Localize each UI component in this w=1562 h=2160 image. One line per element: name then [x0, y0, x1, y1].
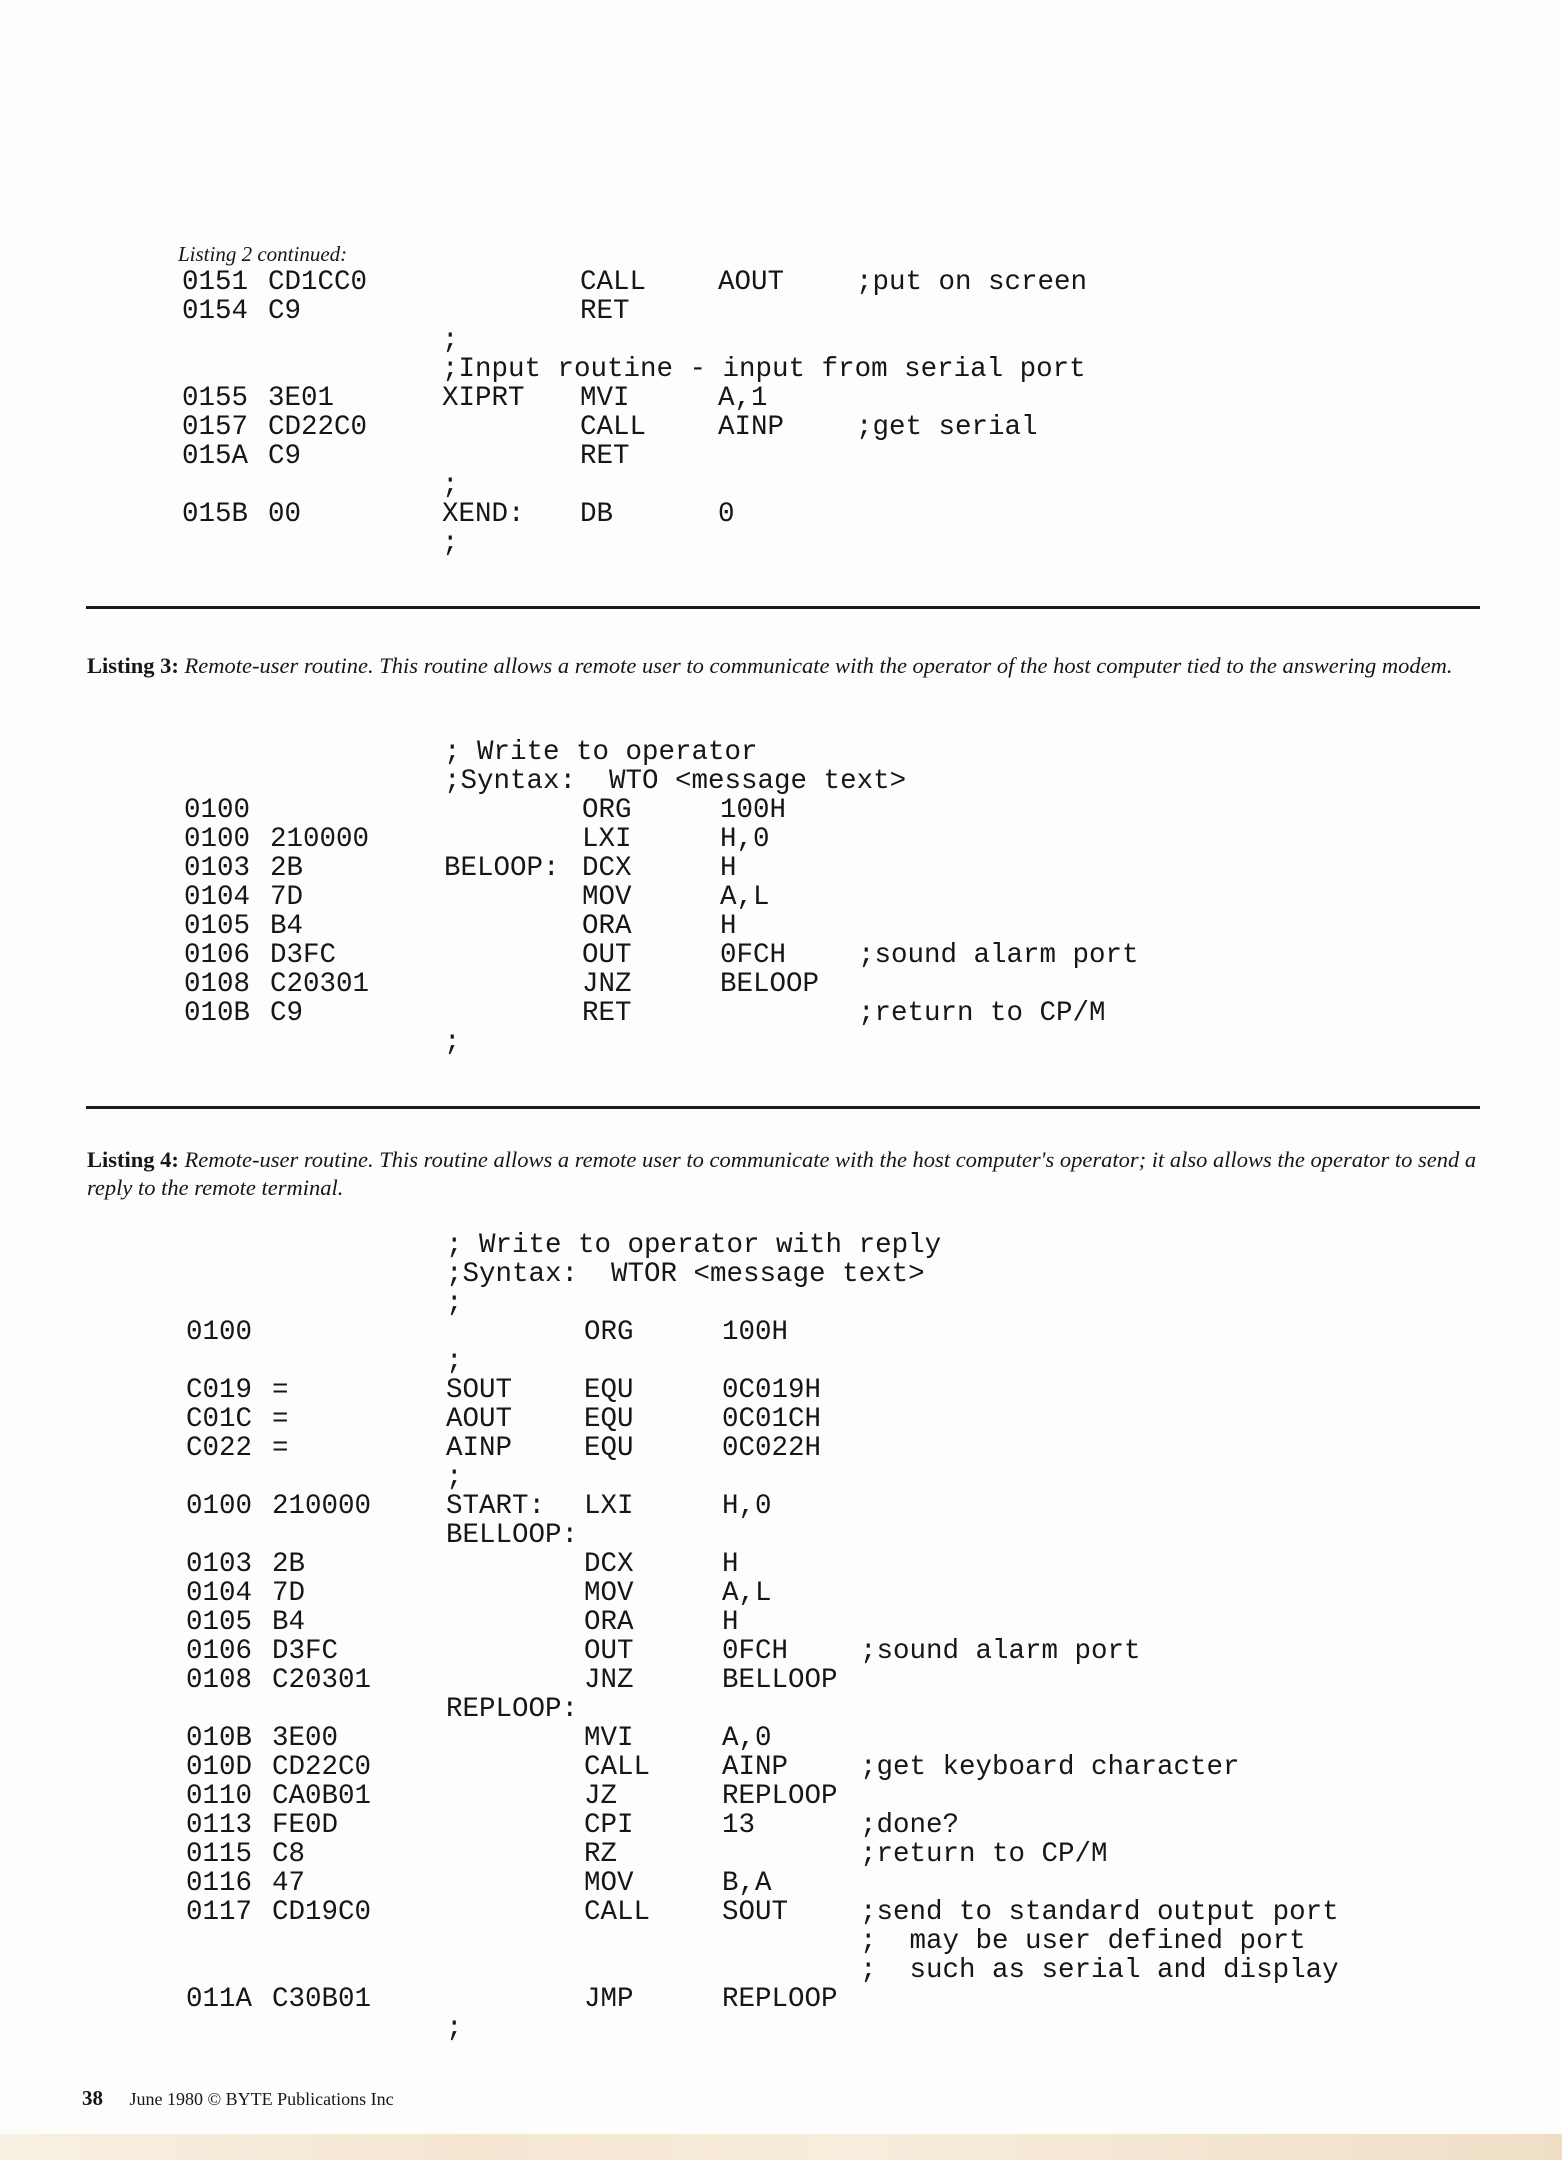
code-address: 0157	[182, 412, 249, 443]
code-opcode: OUT	[584, 1636, 634, 1667]
code-operand: AINP	[722, 1752, 789, 1783]
code-label: ;	[442, 325, 459, 356]
code-operand: 0FCH	[722, 1636, 789, 1667]
page-number: 38	[82, 2086, 103, 2110]
code-operand: H	[722, 1549, 739, 1580]
code-label: ;Syntax: WTOR <message text>	[446, 1259, 925, 1290]
code-address: 0108	[184, 969, 251, 1000]
code-address: 0115	[186, 1839, 253, 1870]
code-address: 0154	[182, 296, 249, 327]
code-label: ;	[446, 2013, 463, 2044]
code-opcode: RET	[580, 296, 630, 327]
code-operand: H,0	[722, 1491, 772, 1522]
code-opcode: RZ	[584, 1839, 618, 1870]
code-label: ;	[446, 1288, 463, 1319]
code-address: 0100	[184, 795, 251, 826]
code-label: ;	[442, 470, 459, 501]
code-opcode: JZ	[584, 1781, 618, 1812]
code-operand: H,0	[720, 824, 770, 855]
code-label: ;	[446, 1346, 463, 1377]
code-operand: SOUT	[722, 1897, 789, 1928]
divider-rule	[86, 606, 1480, 609]
code-operand: A,L	[722, 1578, 772, 1609]
caption-label: Listing 4:	[87, 1147, 179, 1172]
code-address: 015B	[182, 499, 249, 530]
code-address: 010B	[186, 1723, 253, 1754]
code-operand: H	[720, 911, 737, 942]
code-comment: ;get keyboard character	[860, 1752, 1240, 1783]
code-operand: 100H	[722, 1317, 789, 1348]
code-opcode: EQU	[584, 1433, 634, 1464]
code-opcode: CALL	[580, 267, 647, 298]
code-opcode: JNZ	[584, 1665, 634, 1696]
code-object-code: C20301	[272, 1665, 372, 1696]
code-comment: ;done?	[860, 1810, 960, 1841]
code-address: 0104	[184, 882, 251, 913]
code-operand: 0C022H	[722, 1433, 822, 1464]
code-object-code: 2B	[272, 1549, 306, 1580]
code-object-code: 2B	[270, 853, 304, 884]
code-object-code: C30B01	[272, 1984, 372, 2015]
code-label: START:	[446, 1491, 546, 1522]
code-object-code: D3FC	[270, 940, 337, 971]
code-label: ;	[446, 1462, 463, 1493]
code-address: 0103	[186, 1549, 253, 1580]
code-comment: ; such as serial and display	[860, 1955, 1339, 1986]
code-opcode: CALL	[584, 1897, 651, 1928]
code-object-code: CD22C0	[272, 1752, 372, 1783]
code-object-code: D3FC	[272, 1636, 339, 1667]
code-address: 015A	[182, 441, 249, 472]
listing-2-label: Listing 2 continued:	[178, 242, 348, 266]
code-opcode: MOV	[584, 1868, 634, 1899]
code-object-code: C9	[268, 296, 302, 327]
code-object-code: C9	[268, 441, 302, 472]
caption-label: Listing 3:	[87, 653, 179, 678]
code-operand: 13	[722, 1810, 756, 1841]
code-address: 0103	[184, 853, 251, 884]
footer-credit: June 1980 © BYTE Publications Inc	[129, 2089, 394, 2109]
code-object-code: CD1CC0	[268, 267, 368, 298]
code-operand: 100H	[720, 795, 787, 826]
code-operand: 0FCH	[720, 940, 787, 971]
code-label: SOUT	[446, 1375, 513, 1406]
code-object-code: 47	[272, 1868, 306, 1899]
code-object-code: C9	[270, 998, 304, 1029]
code-object-code: =	[272, 1433, 289, 1464]
code-comment: ;sound alarm port	[860, 1636, 1141, 1667]
code-label: ; Write to operator with reply	[446, 1230, 942, 1261]
code-object-code: B4	[272, 1607, 306, 1638]
code-address: 0100	[184, 824, 251, 855]
code-comment: ;send to standard output port	[860, 1897, 1339, 1928]
code-address: 011A	[186, 1984, 253, 2015]
code-object-code: =	[272, 1404, 289, 1435]
code-opcode: CPI	[584, 1810, 634, 1841]
code-opcode: LXI	[584, 1491, 634, 1522]
code-opcode: ORA	[584, 1607, 634, 1638]
code-opcode: LXI	[582, 824, 632, 855]
code-opcode: ORG	[582, 795, 632, 826]
code-object-code: 7D	[272, 1578, 306, 1609]
code-operand: REPLOOP	[722, 1781, 838, 1812]
code-operand: AINP	[718, 412, 785, 443]
code-operand: H	[720, 853, 737, 884]
code-object-code: FE0D	[272, 1810, 339, 1841]
code-operand: 0C019H	[722, 1375, 822, 1406]
code-comment: ;return to CP/M	[860, 1839, 1108, 1870]
code-label: XEND:	[442, 499, 525, 530]
code-opcode: JNZ	[582, 969, 632, 1000]
code-label: ;Input routine - input from serial port	[442, 354, 1086, 385]
code-address: C01C	[186, 1404, 253, 1435]
code-operand: 0	[718, 499, 735, 530]
code-address: 0110	[186, 1781, 253, 1812]
code-opcode: ORG	[584, 1317, 634, 1348]
code-opcode: DB	[580, 499, 614, 530]
code-opcode: EQU	[584, 1375, 634, 1406]
code-opcode: CALL	[580, 412, 647, 443]
code-operand: BELOOP	[720, 969, 820, 1000]
code-object-code: CD22C0	[268, 412, 368, 443]
code-label: REPLOOP:	[446, 1694, 579, 1725]
code-label: BELOOP:	[444, 853, 560, 884]
code-object-code: B4	[270, 911, 304, 942]
code-object-code: CD19C0	[272, 1897, 372, 1928]
code-opcode: CALL	[584, 1752, 651, 1783]
code-label: ;	[442, 528, 459, 559]
code-opcode: RET	[582, 998, 632, 1029]
code-address: 010D	[186, 1752, 253, 1783]
page-footer	[82, 2086, 394, 2111]
code-label: XIPRT	[442, 383, 525, 414]
code-comment: ;put on screen	[856, 267, 1088, 298]
code-address: 010B	[184, 998, 251, 1029]
code-operand: 0C01CH	[722, 1404, 822, 1435]
code-opcode: ORA	[582, 911, 632, 942]
code-address: 0116	[186, 1868, 253, 1899]
code-operand: A,0	[722, 1723, 772, 1754]
code-opcode: RET	[580, 441, 630, 472]
code-object-code: 3E00	[272, 1723, 339, 1754]
code-address: 0108	[186, 1665, 253, 1696]
code-address: 0113	[186, 1810, 253, 1841]
code-object-code: 3E01	[268, 383, 335, 414]
code-address: 0106	[184, 940, 251, 971]
code-object-code: C8	[272, 1839, 306, 1870]
code-address: 0100	[186, 1317, 253, 1348]
code-address: 0106	[186, 1636, 253, 1667]
code-label: BELLOOP:	[446, 1520, 579, 1551]
listing-3-caption	[87, 652, 1487, 680]
code-opcode: JMP	[584, 1984, 634, 2015]
code-object-code: =	[272, 1375, 289, 1406]
code-opcode: MOV	[584, 1578, 634, 1609]
code-address: 0105	[186, 1607, 253, 1638]
code-opcode: EQU	[584, 1404, 634, 1435]
code-opcode: MVI	[580, 383, 630, 414]
code-comment: ;return to CP/M	[858, 998, 1106, 1029]
code-address: C019	[186, 1375, 253, 1406]
code-address: 0151	[182, 267, 249, 298]
code-comment: ;sound alarm port	[858, 940, 1139, 971]
code-opcode: DCX	[582, 853, 632, 884]
code-object-code: C20301	[270, 969, 370, 1000]
code-operand: A,L	[720, 882, 770, 913]
code-label: ;Syntax: WTO <message text>	[444, 766, 907, 797]
code-comment: ; may be user defined port	[860, 1926, 1306, 1957]
listing-4-caption	[87, 1146, 1487, 1202]
caption-text: Remote-user routine. This routine allows a remote user to communicate with the operator of the host computer tied to the answering modem.	[184, 653, 1453, 678]
code-operand: A,1	[718, 383, 768, 414]
caption-text: Remote-user routine. This routine allows a remote user to communicate with the host computer's operator; it also allows the operator to send a reply to the remote terminal.	[87, 1147, 1477, 1200]
code-opcode: OUT	[582, 940, 632, 971]
code-address: 0100	[186, 1491, 253, 1522]
code-object-code: 7D	[270, 882, 304, 913]
code-object-code: 00	[268, 499, 302, 530]
code-opcode: MVI	[584, 1723, 634, 1754]
code-operand: BELLOOP	[722, 1665, 838, 1696]
code-comment: ;get serial	[856, 412, 1038, 443]
code-label: AINP	[446, 1433, 513, 1464]
code-label: ;	[444, 1027, 461, 1058]
code-opcode: DCX	[584, 1549, 634, 1580]
divider-rule	[86, 1106, 1480, 1109]
code-address: 0104	[186, 1578, 253, 1609]
code-label: AOUT	[446, 1404, 513, 1435]
code-address: 0117	[186, 1897, 253, 1928]
code-object-code: 210000	[272, 1491, 372, 1522]
code-operand: H	[722, 1607, 739, 1638]
code-address: 0105	[184, 911, 251, 942]
code-address: C022	[186, 1433, 253, 1464]
code-object-code: CA0B01	[272, 1781, 372, 1812]
code-object-code: 210000	[270, 824, 370, 855]
code-operand: AOUT	[718, 267, 785, 298]
code-address: 0155	[182, 383, 249, 414]
paper-stain	[0, 2134, 1562, 2160]
code-operand: REPLOOP	[722, 1984, 838, 2015]
code-operand: B,A	[722, 1868, 772, 1899]
code-label: ; Write to operator	[444, 737, 758, 768]
code-opcode: MOV	[582, 882, 632, 913]
